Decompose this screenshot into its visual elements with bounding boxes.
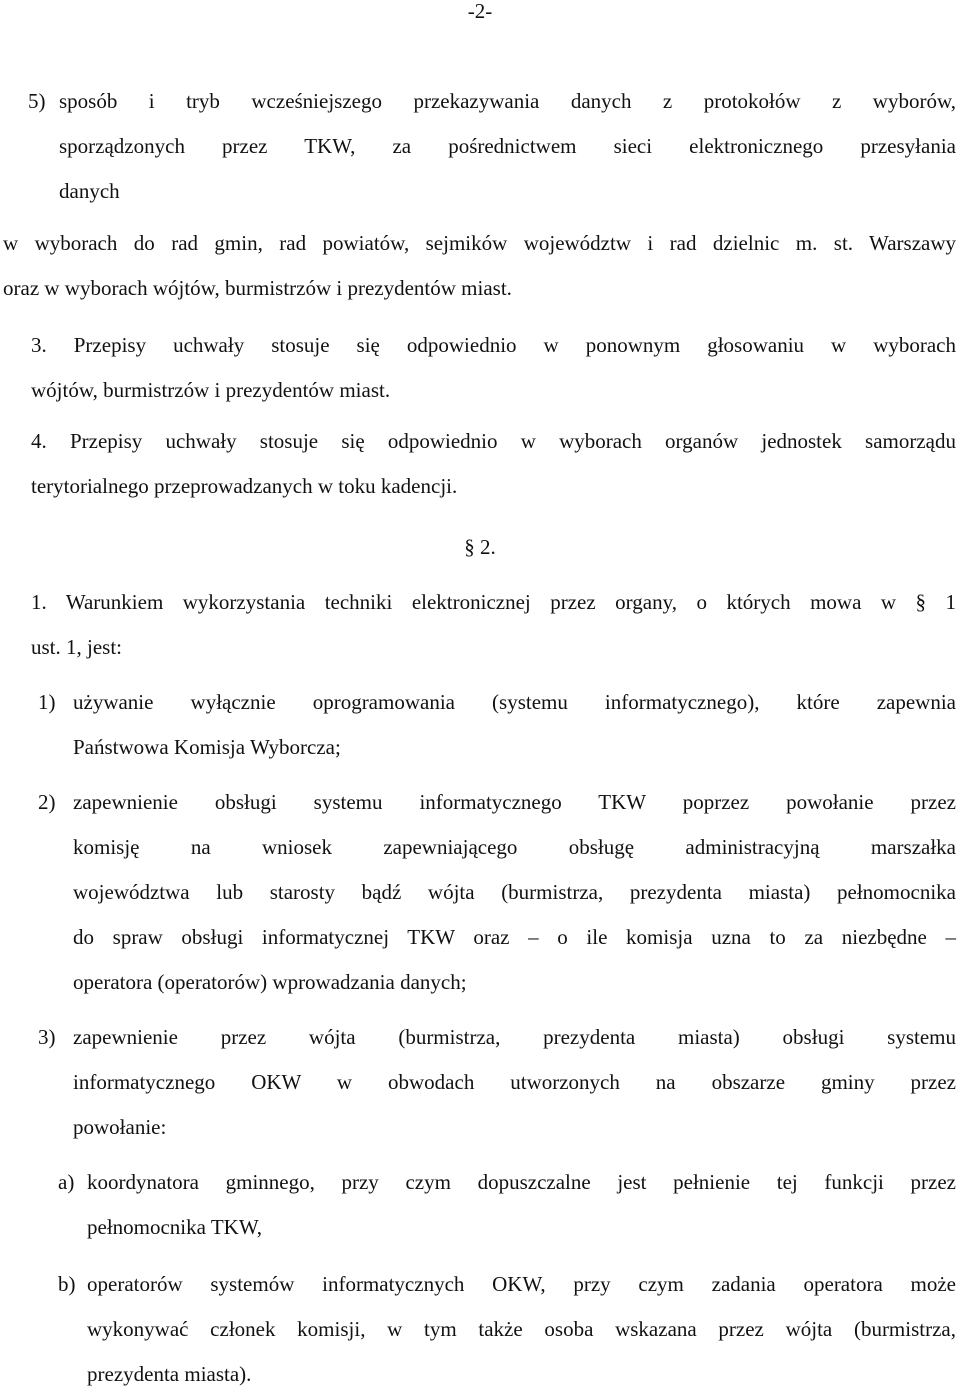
item-5-line: sposób i tryb wcześniejszego przekazywania danych z protokołów z wyborów, bbox=[59, 89, 956, 113]
point-line: zapewnienie przez wójta (burmistrza, prezydenta miasta) obsługi systemu bbox=[73, 1025, 956, 1049]
item-5-continuation-line: oraz w wyborach wójtów, burmistrzów i prezydentów miast. bbox=[3, 276, 512, 300]
point-line: operatora (operatorów) wprowadzania danych; bbox=[73, 970, 467, 994]
point-line: powołanie: bbox=[73, 1115, 167, 1139]
point-3 bbox=[38, 1015, 956, 1150]
point-line: Państwowa Komisja Wyborcza; bbox=[73, 735, 341, 759]
point-1 bbox=[38, 680, 956, 770]
paragraph-4-line: terytorialnego przeprowadzanych w toku kadencji. bbox=[31, 474, 458, 498]
subpoint-letter: b) bbox=[58, 1272, 76, 1296]
point-line: zapewnienie obsługi systemu informatycznego TKW poprzez powołanie przez bbox=[73, 790, 956, 814]
subpoint-b bbox=[58, 1262, 956, 1397]
section-heading: § 2. bbox=[464, 535, 496, 559]
item-5-line: sporządzonych przez TKW, za pośrednictwem sieci elektronicznego przesyłania bbox=[59, 134, 956, 158]
paragraph-3-line: 3. Przepisy uchwały stosuje się odpowiednio w ponownym głosowaniu w wyborach bbox=[31, 333, 956, 357]
item-5-line: danych bbox=[59, 179, 120, 203]
page-number: -2- bbox=[467, 0, 493, 23]
paragraph-1-line: ust. 1, jest: bbox=[31, 635, 123, 659]
item-5-continuation bbox=[3, 221, 956, 311]
paragraph-4 bbox=[31, 419, 956, 509]
subpoint-line: wykonywać członek komisji, w tym także osoba wskazana przez wójta (burmistrza, bbox=[87, 1317, 956, 1341]
subpoint-letter: a) bbox=[58, 1170, 75, 1194]
point-number: 3) bbox=[38, 1025, 56, 1049]
point-line: komisję na wniosek zapewniającego obsługę administracyjną marszałka bbox=[73, 835, 956, 859]
subpoint-a bbox=[58, 1160, 956, 1250]
point-line: używanie wyłącznie oprogramowania (systemu informatycznego), które zapewnia bbox=[73, 690, 956, 714]
subpoint-line: koordynatora gminnego, przy czym dopuszczalne jest pełnienie tej funkcji przez bbox=[87, 1170, 956, 1194]
point-line: do spraw obsługi informatycznej TKW oraz – o ile komisja uzna to za niezbędne – bbox=[73, 925, 956, 949]
subpoint-line: prezydenta miasta). bbox=[87, 1362, 252, 1386]
subpoint-line: pełnomocnika TKW, bbox=[87, 1215, 262, 1239]
paragraph-4-line: 4. Przepisy uchwały stosuje się odpowiednio w wyborach organów jednostek samorządu bbox=[31, 429, 956, 453]
point-line: województwa lub starosty bądź wójta (burmistrza, prezydenta miasta) pełnomocnika bbox=[73, 880, 956, 904]
point-2 bbox=[38, 780, 956, 1005]
paragraph-1-line: 1. Warunkiem wykorzystania techniki elektronicznej przez organy, o których mowa w § 1 bbox=[31, 590, 956, 614]
point-number: 2) bbox=[38, 790, 56, 814]
item-5-continuation-line: w wyborach do rad gmin, rad powiatów, sejmików województw i rad dzielnic m. st. Warszawy bbox=[3, 231, 956, 255]
subpoint-line: operatorów systemów informatycznych OKW, przy czym zadania operatora może bbox=[87, 1272, 956, 1296]
paragraph-3-line: wójtów, burmistrzów i prezydentów miast. bbox=[31, 378, 391, 402]
paragraph-3 bbox=[31, 323, 956, 413]
point-number: 1) bbox=[38, 690, 56, 714]
point-line: informatycznego OKW w obwodach utworzonych na obszarze gminy przez bbox=[73, 1070, 956, 1094]
item-5 bbox=[28, 79, 956, 214]
section-2-paragraph-1 bbox=[31, 580, 956, 670]
item-5-number: 5) bbox=[28, 89, 46, 113]
